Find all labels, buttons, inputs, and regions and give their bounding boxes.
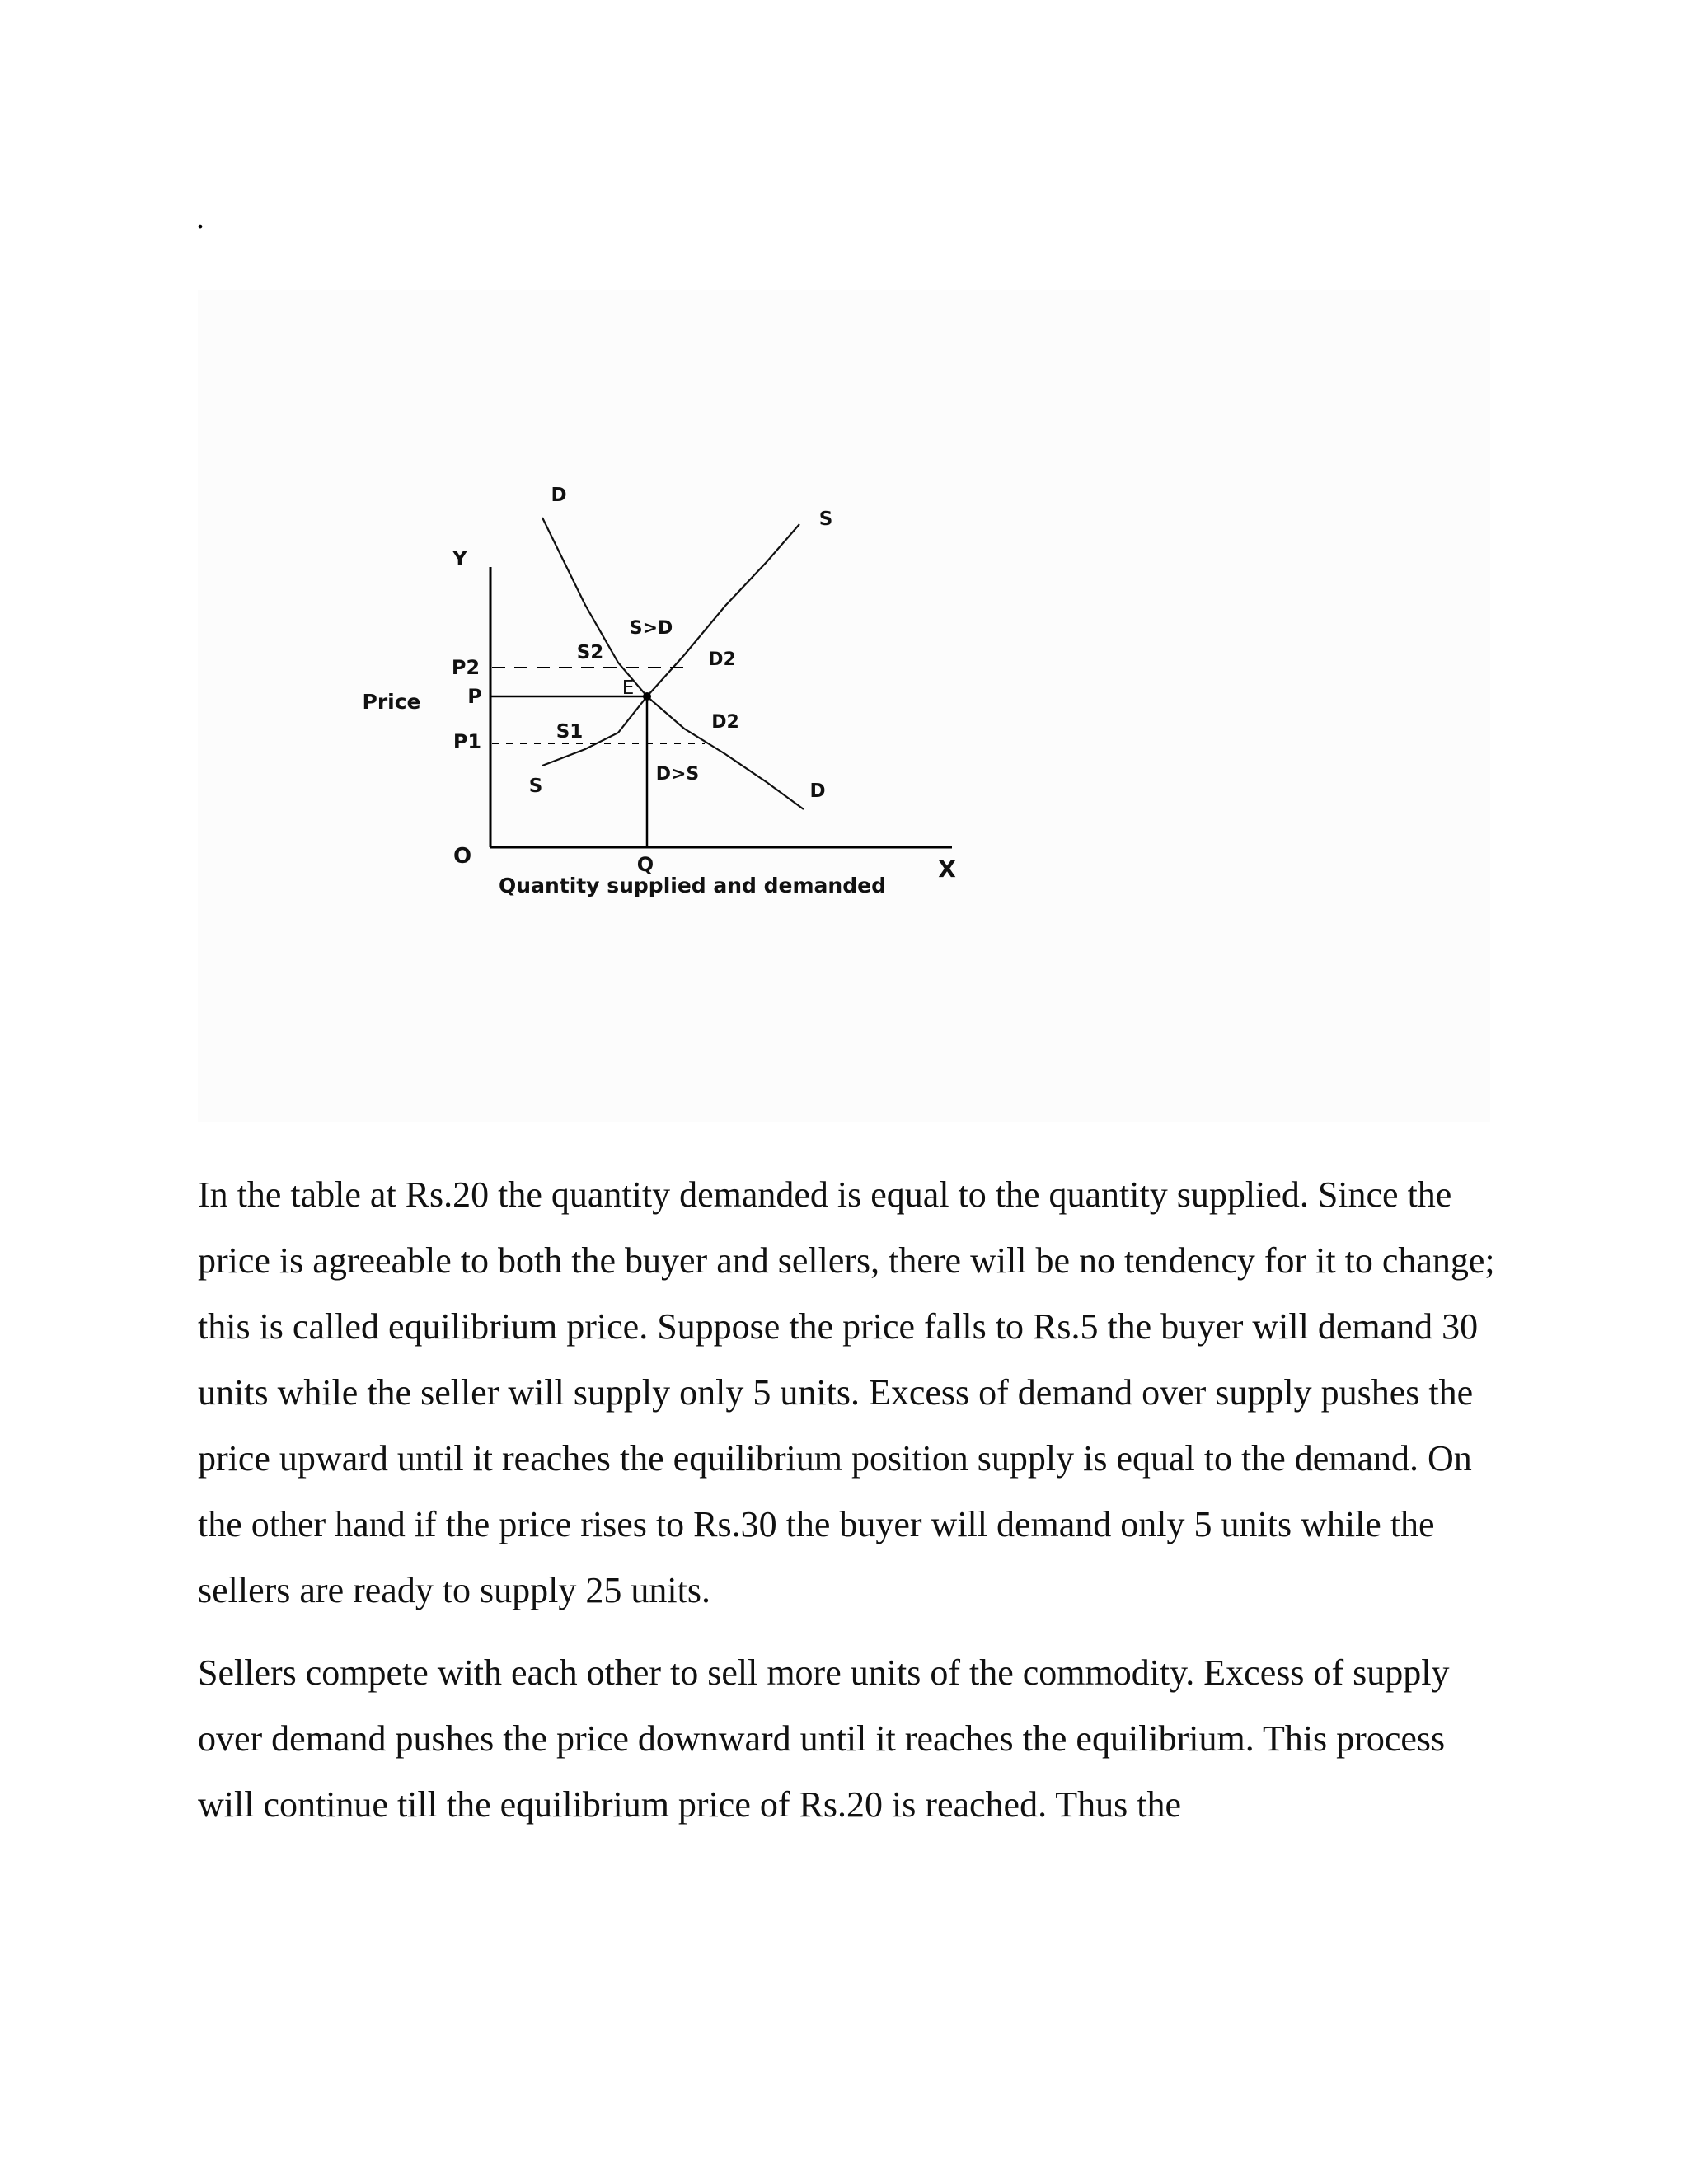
p-label: P — [467, 685, 482, 708]
x-axis-title: Quantity supplied and demanded — [499, 874, 886, 898]
excess-demand-label: D>S — [655, 764, 700, 785]
y-axis-label: Y — [452, 547, 467, 570]
demand-bottom-label: D — [809, 780, 826, 802]
supply-demand-figure — [198, 290, 1490, 1122]
supply-demand-diagram — [198, 290, 1490, 1122]
origin-label: O — [452, 844, 472, 869]
s2-label: S2 — [576, 642, 604, 663]
price-side-label: Price — [362, 690, 421, 714]
p1-label: P1 — [452, 730, 482, 753]
x-axis-label: X — [938, 855, 956, 883]
leading-mark: . — [196, 199, 204, 236]
q-label: Q — [636, 853, 654, 876]
p2-label: P2 — [451, 656, 481, 679]
paragraph-seller-competition: Sellers compete with each other to sell more units of the commodity. Excess of supply over demand pushes the price downward until it reaches the equilibrium. This process will continue till the equilibrium price of Rs.20 is reached. Thus the — [198, 1652, 1450, 1825]
d2-upper-label: D2 — [708, 649, 736, 670]
s1-label: S1 — [556, 721, 584, 743]
demand-top-label: D — [551, 485, 567, 506]
paragraph-equilibrium-explanation: In the table at Rs.20 the quantity demanded is equal to the quantity supplied. Since the price is agreeable to both the buyer and sellers, there will be no tendency for it to change; this is called equilibrium price. Suppose the price falls to Rs.5 the buyer will demand 30 units while the seller will supply only 5 units. Excess of demand over supply pushes the price upward until it reaches the equilibrium position supply is equal to the demand. On the other hand if the price rises to Rs.30 the buyer will demand only 5 units while the sellers are ready to supply 25 units. — [198, 1174, 1495, 1610]
equilibrium-point — [643, 692, 651, 701]
equilibrium-label: E — [621, 677, 635, 699]
supply-bottom-label: S — [528, 776, 543, 797]
d2-lower-label: D2 — [711, 712, 739, 733]
supply-top-label: S — [818, 509, 833, 530]
excess-supply-label: S>D — [629, 618, 673, 639]
